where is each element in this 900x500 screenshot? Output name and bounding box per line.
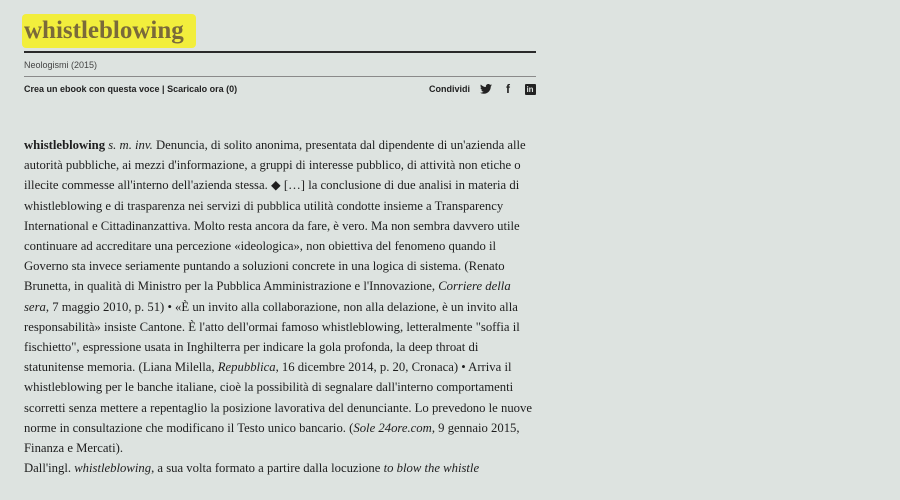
twitter-icon[interactable]	[480, 83, 492, 95]
entry-title: whistleblowing	[22, 14, 196, 48]
facebook-icon[interactable]: f	[506, 82, 510, 96]
toolbar-separator: |	[159, 84, 168, 94]
title-divider	[24, 51, 536, 53]
definition-text: Denuncia, di solito anonima, presentata dal dipendente di un'azienda alle autorità pubbliche, ai mezzi d'informazione, a gruppi di interesse pubblico, di attività non etiche o illecite commesse all'interno dell'azienda stessa. ◆ […] la conclusione di due analisi in materia di whistleblowing e di trasparenza nei servizi di pubblica utilità condotte insieme a Transparency International e Cittadinanzattiva. Molto resta ancora da fare, è vero. Ma non sembra davvero utile continuare ad accreditare una percezione «ideologica», non obiettiva del fenomeno quando il Governo sta invece seriamente puntando a soluzioni concrete in una logica di sistema. (Renato Brunetta, in qualità di Ministro per la Pubblica Amministrazione e l'Innovazione,	[24, 138, 526, 294]
source-repubblica: Repubblica	[217, 360, 276, 375]
source-corriere: Corriere della sera	[24, 279, 511, 314]
definition-headword: whistleblowing	[24, 138, 106, 152]
entry-category: Neologismi (2015)	[24, 60, 98, 70]
etymology-phrase: to blow the whistle	[383, 461, 480, 476]
share-label: Condividi	[429, 84, 470, 94]
entry-toolbar	[24, 82, 536, 96]
etymology-paragraph	[24, 458, 536, 478]
definition-paragraph	[24, 135, 536, 458]
citation-text: , 9 gennaio 2015, Finanza e Mercati).	[24, 420, 520, 456]
download-link[interactable]: Scaricalo ora (0)	[167, 84, 238, 94]
etymology-word: whistleblowing	[74, 461, 152, 476]
source-sole24ore: Sole 24ore.com	[353, 420, 432, 435]
entry-header	[24, 14, 536, 96]
linkedin-icon[interactable]: in	[526, 84, 534, 94]
subhead-divider	[24, 76, 536, 77]
etymology-text: Dall'ingl.	[24, 461, 75, 476]
citation-text: , 7 maggio 2010, p. 51) • «È un invito alla collaborazione, non alla delazione, è un invito alla responsabilità» insiste Cantone. È l'atto dell'ormai famoso whistleblowing, letteralmente "soffia il fischietto", espressione usata in Inghilterra per indicare la gola profonda, la deep throat di statunitense memoria. (Liana Milella,	[24, 299, 520, 375]
share-bar	[429, 82, 536, 96]
citation-text: , 16 dicembre 2014, p. 20, Cronaca) • Arriva il whistleblowing per le banche italiane, cioè la possibilità di segnalare dall'interno comportamenti scorretti senza mettere a repentaglio la posizione lavorativa del denunciante. Lo prevedono le nuove norme in consultazione che modificano il Testo unico bancario. (	[24, 360, 532, 435]
etymology-text: , a sua volta formato a partire dalla locuzione	[151, 461, 384, 476]
toolbar-links	[24, 82, 237, 96]
create-ebook-link[interactable]: Crea un ebook con questa voce	[24, 84, 160, 94]
entry-body	[24, 135, 536, 478]
grammar-label: s. m. inv.	[108, 138, 153, 152]
